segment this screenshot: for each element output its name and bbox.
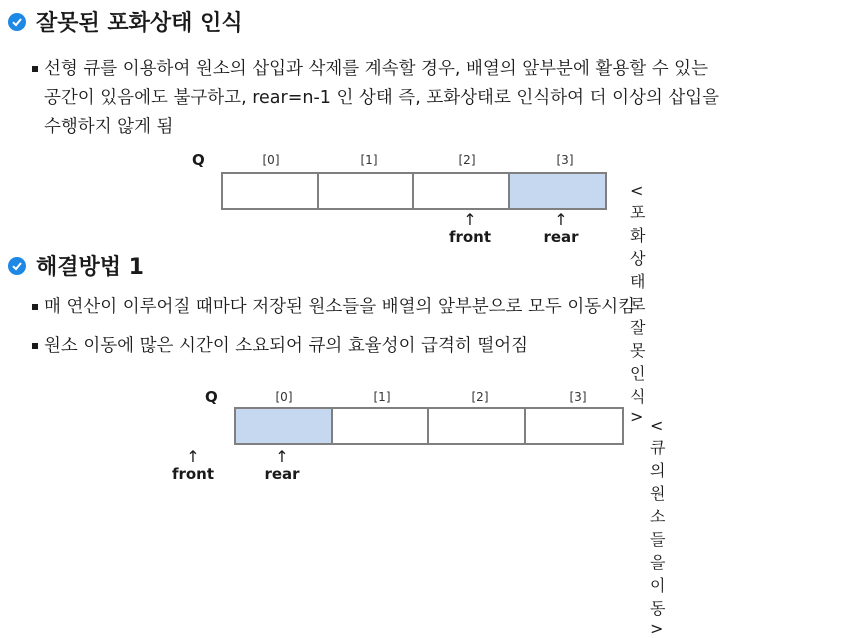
section-heading-text: 잘못된 포화상태 인식 <box>36 11 243 36</box>
check-circle-icon <box>8 13 26 31</box>
square-bullet-icon <box>32 343 38 349</box>
bullet-text: 원소 이동에 많은 시간이 소요되어 큐의 효율성이 급격히 떨어짐 <box>44 336 529 356</box>
section-heading-saturation <box>8 6 243 37</box>
section-heading-solution <box>8 250 144 281</box>
queue-cell <box>223 174 319 208</box>
diagram-caption: <큐의 원소들을 이동> <box>650 416 666 638</box>
index-label: [1] <box>360 153 378 167</box>
index-label: [1] <box>373 390 391 404</box>
diagram-caption: <포화상태로 잘못 인식> <box>630 181 646 426</box>
bullet-list <box>44 293 635 322</box>
front-pointer <box>165 449 221 483</box>
bullet-text: 선형 큐를 이용하여 원소의 삽입과 삭제를 계속할 경우, 배열의 앞부분에 활용할 수 있는 <box>44 59 708 79</box>
rear-pointer <box>537 212 585 246</box>
front-label: front <box>448 228 492 246</box>
rear-label: rear <box>543 228 579 246</box>
index-row <box>222 153 614 167</box>
rear-label: rear <box>264 465 300 483</box>
square-bullet-icon <box>32 304 38 310</box>
index-label: [3] <box>556 153 574 167</box>
queue-array <box>234 407 624 445</box>
front-label: front <box>171 465 215 483</box>
bullet-text: 수행하지 않게 됨 <box>44 117 174 137</box>
queue-cell <box>319 174 415 208</box>
index-label: [0] <box>275 390 293 404</box>
index-label: [3] <box>569 390 587 404</box>
queue-label: Q <box>192 151 205 169</box>
index-label: [2] <box>458 153 476 167</box>
up-arrow-icon: ↑ <box>554 210 568 229</box>
queue-array <box>221 172 607 210</box>
rear-pointer <box>258 449 306 483</box>
check-circle-icon <box>8 257 26 275</box>
queue-cell <box>333 409 430 443</box>
up-arrow-icon: ↑ <box>463 210 477 229</box>
index-label: [2] <box>471 390 489 404</box>
bullet-text: 매 연산이 이루어질 때마다 저장된 원소들을 배열의 앞부분으로 모두 이동시킴 <box>44 297 636 317</box>
queue-cell <box>414 174 510 208</box>
queue-label: Q <box>205 388 218 406</box>
section-heading-text: 해결방법 1 <box>36 255 144 280</box>
queue-cell <box>429 409 526 443</box>
up-arrow-icon: ↑ <box>275 447 289 466</box>
bullet-list <box>44 332 528 361</box>
queue-cell-filled <box>510 174 605 208</box>
index-row <box>235 390 627 404</box>
square-bullet-icon <box>32 66 38 72</box>
bullet-list <box>44 55 719 142</box>
queue-cell-filled <box>236 409 333 443</box>
up-arrow-icon: ↑ <box>186 447 200 466</box>
front-pointer <box>442 212 498 246</box>
queue-cell <box>526 409 622 443</box>
index-label: [0] <box>262 153 280 167</box>
bullet-text: 공간이 있음에도 불구하고, rear=n-1 인 상태 즉, 포화상태로 인식하여 더 이상의 삽입을 <box>44 88 720 108</box>
